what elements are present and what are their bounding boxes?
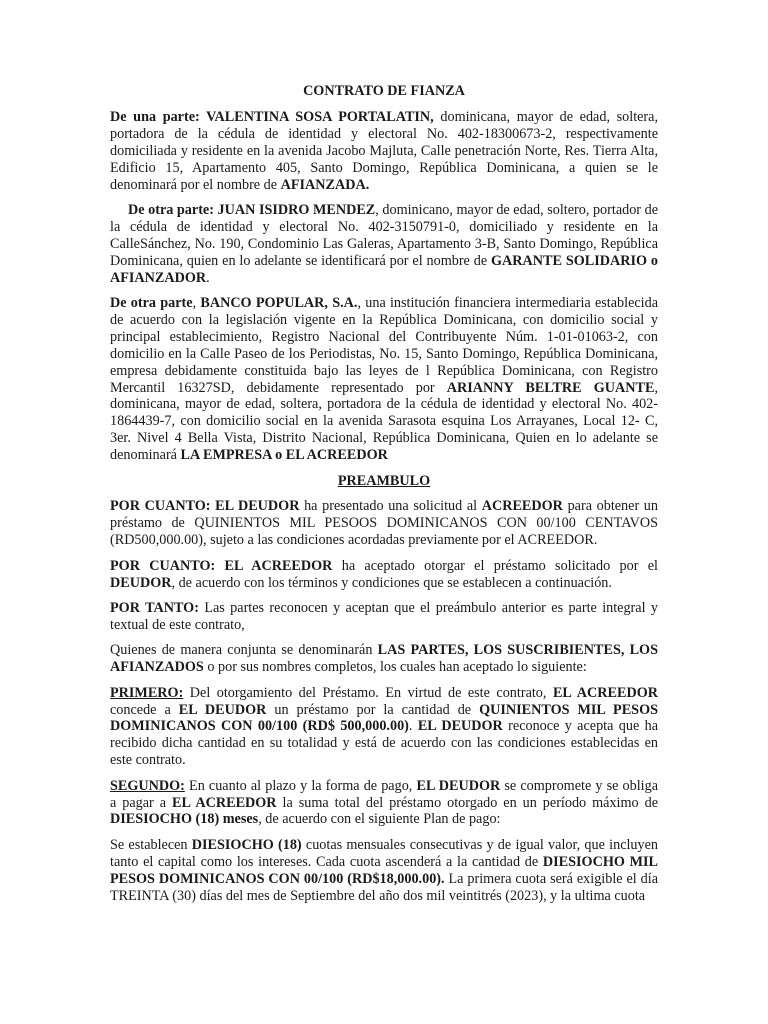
- bold-text: LA EMPRESA o EL ACREEDOR: [180, 447, 388, 464]
- bold-text: DIESIOCHO (18): [191, 836, 302, 853]
- bold-text: ACREEDOR: [481, 498, 563, 515]
- text-run: se compromete y se obliga a pagar a: [110, 777, 659, 811]
- text-run: reconoce y acepta que ha recibido dicha cantidad en su totalidad y está de acuerdo con las condiciones establecidas en este contrato.: [110, 718, 659, 769]
- text-run: concede a: [110, 701, 179, 718]
- text-run: Se establecen: [110, 836, 192, 853]
- bold-text: EL DEUDOR: [417, 718, 503, 735]
- parties-section: [110, 109, 658, 464]
- text-run: , dominicana, mayor de edad, soltera, portadora de la cédula de identidad y electoral No. 402-1864439-7, con domicilio social en la avenida Sarasota esquina Los Arrayanes, Local 12- C, 3er. Nivel 4 Bella Vista, Distrito Nacional, República Dominicana, Quien en lo adelante se denominará: [110, 379, 658, 464]
- bold-text: DIESIOCHO (18) meses: [110, 811, 259, 828]
- bold-text: EL ACREEDOR: [552, 684, 658, 701]
- text-run: dominicana, mayor de edad, soltera, portadora de la cédula de identidad y electoral No. 402-18300673-2, respectivamente domiciliada y residente en la avenida Jacobo Majluta, Calle penetración Norte, Res. Tierra Alta, Edificio 15, Apartamento 405, Santo Domingo, República Dominicana, a quien se le denominará por el nombre de: [110, 108, 658, 193]
- text-run: , una institución financiera intermediaria establecida de acuerdo con la legislación vigente en la República Dominicana, con domicilio social y principal establecimiento, Registro Nacional del Contribuyente Núm. 1-01-01063-2, con domicilio en la Calle Paseo de los Periodistas, No. 15, Santo Domingo, República Dominicana, empresa debidamente constituida bajo las leyes de l República Dominicana, con Registro Mercantil 16327SD, debidamente representado por: [110, 294, 658, 396]
- text-run: Quienes de manera conjunta se denominarán: [110, 642, 378, 659]
- bold-text: De una parte: VALENTINA SOSA PORTALATIN,: [110, 108, 434, 125]
- document-title: CONTRATO DE FIANZA: [303, 83, 465, 99]
- document-body: [110, 83, 658, 913]
- text-run: .: [206, 269, 210, 286]
- clause-paragraph: [110, 498, 658, 549]
- clause-paragraph: [110, 558, 658, 592]
- clause-paragraph: [110, 837, 658, 905]
- text-run: cuotas mensuales consecutivas y de igual valor, que incluyen tanto el capital como los intereses. Cada cuota ascenderá a la cantidad de: [110, 836, 659, 870]
- party-paragraph: [110, 109, 658, 194]
- bold-text: DEUDOR: [110, 574, 172, 591]
- text-run: En cuanto al plazo y la forma de pago,: [184, 777, 417, 794]
- text-run: ,: [192, 294, 201, 311]
- bold-text: AFIANZADA.: [280, 176, 370, 193]
- text-run: La primera cuota será exigible el día TREINTA (30) días del mes de Septiembre del año dos mil veintitrés (2023), y la ultima cuota: [110, 870, 658, 904]
- text-run: ha aceptado otorgar el préstamo solicitado por el: [332, 557, 659, 574]
- party-paragraph: [110, 202, 658, 287]
- bold-text: LAS PARTES, LOS SUSCRIBIENTES, LOS AFIANZADOS: [110, 642, 658, 676]
- text-run: , de acuerdo con el siguiente Plan de pago:: [258, 811, 501, 828]
- bold-text: POR CUANTO: EL DEUDOR: [110, 498, 300, 515]
- bold-text: DIESIOCHO MIL PESOS DOMINICANOS CON 00/100 (RD$18,000.00).: [110, 853, 659, 887]
- text-run: Del otorgamiento del Préstamo. En virtud de este contrato,: [183, 684, 553, 701]
- bold-text: POR TANTO:: [110, 599, 199, 616]
- preamble-heading: PREAMBULO: [337, 472, 431, 489]
- bold-text: PRIMERO:: [110, 684, 184, 701]
- text-run: , dominicano, mayor de edad, soltero, portador de la cédula de identidad y electoral No. 402-3150791-0, domiciliado y residente en la CalleSánchez, No. 190, Condominio Las Galeras, Apartamento 3-B, Santo Domingo, República Dominicana, quien en lo adelante se identificará por el nombre de: [110, 201, 659, 269]
- party-paragraph: [110, 295, 658, 464]
- bold-text: BANCO POPULAR, S.A.: [200, 294, 358, 311]
- bold-text: QUINIENTOS MIL PESOS DOMINICANOS CON 00/100 (RD$ 500,000.00): [110, 701, 658, 735]
- bold-text: EL DEUDOR: [178, 701, 267, 718]
- bold-text: GARANTE SOLIDARIO o AFIANZADOR: [110, 252, 658, 286]
- bold-text: SEGUNDO:: [110, 777, 185, 794]
- text-run: .: [408, 718, 418, 735]
- bold-text: De otra parte: JUAN ISIDRO MENDEZ: [128, 201, 376, 218]
- bold-text: EL DEUDOR: [416, 777, 501, 794]
- clause-paragraph: [110, 600, 658, 634]
- text-run: o por sus nombres completos, los cuales han aceptado lo siguiente:: [203, 659, 587, 676]
- bold-text: ARIANNY BELTRE GUANTE: [446, 379, 655, 396]
- bold-text: POR CUANTO: EL ACREEDOR: [110, 557, 333, 574]
- bold-text: EL ACREEDOR: [172, 794, 277, 811]
- bold-text: De otra parte: [110, 294, 193, 311]
- clauses-section: [110, 498, 658, 904]
- clause-paragraph: [110, 642, 658, 676]
- text-run: un préstamo por la cantidad de: [266, 701, 480, 718]
- text-run: , de acuerdo con los términos y condiciones que se establecen a continuación.: [171, 574, 612, 591]
- text-run: Las partes reconocen y aceptan que el preámbulo anterior es parte integral y textual de este contrato,: [110, 599, 658, 633]
- clause-paragraph: [110, 778, 658, 829]
- clause-paragraph: [110, 685, 658, 770]
- text-run: la suma total del préstamo otorgado en un período máximo de: [276, 794, 658, 811]
- text-run: para obtener un préstamo de QUINIENTOS MIL PESOOS DOMINICANOS CON 00/100 CENTAVOS (RD500,000.00), sujeto a las condiciones acordadas previamente por el ACREEDOR.: [110, 498, 658, 549]
- text-run: ha presentado una solicitud al: [299, 498, 482, 515]
